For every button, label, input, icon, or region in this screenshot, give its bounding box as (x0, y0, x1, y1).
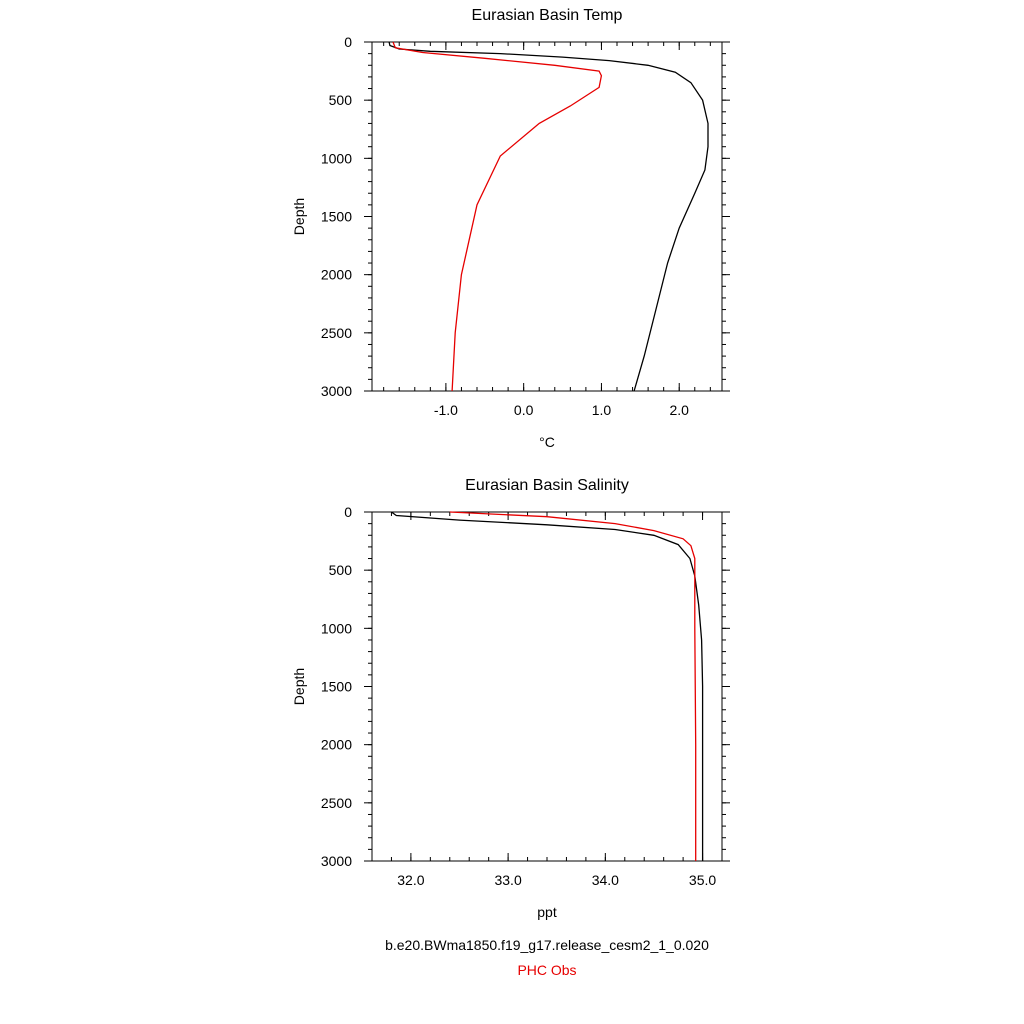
salinity-ytick-label: 500 (328, 562, 352, 579)
salinity-series-line-obs (450, 512, 696, 861)
temp-plot-frame (372, 42, 722, 391)
salinity-ytick-label: 2000 (320, 736, 352, 753)
temp-ytick-label: 1000 (320, 150, 352, 167)
temp-chart-title: Eurasian Basin Temp (471, 7, 623, 24)
salinity-xtick-label: 32.0 (397, 872, 425, 888)
salinity-panel (291, 477, 730, 920)
temp-x-axis-label: °C (539, 434, 555, 450)
salinity-ytick-label: 3000 (320, 853, 352, 869)
salinity-xtick-label: 33.0 (494, 872, 522, 888)
legend-entry-obs: PHC Obs (517, 962, 577, 978)
temp-xtick-label: -1.0 (433, 402, 458, 418)
temp-xtick-label: 1.0 (591, 402, 612, 418)
salinity-xtick-label: 35.0 (688, 872, 717, 888)
salinity-y-axis-label: Depth (291, 667, 307, 706)
temp-xtick-label: 2.0 (669, 402, 689, 418)
legend-entry-model: b.e20.BWma1850.f19_g17.release_cesm2_1_0.020 (385, 937, 709, 953)
temp-ytick-label: 3000 (320, 383, 352, 399)
temp-y-axis-label: Depth (291, 197, 307, 236)
temp-series-line-model (389, 42, 708, 391)
salinity-series-line-model (391, 512, 702, 861)
salinity-ytick-label: 1500 (320, 678, 352, 695)
temp-ytick-label: 2500 (320, 324, 352, 341)
temp-xtick-label: 0.0 (513, 402, 534, 418)
temp-ytick-label: 500 (328, 92, 352, 109)
temp-panel (291, 7, 730, 450)
salinity-chart-title: Eurasian Basin Salinity (465, 477, 629, 494)
temp-ytick-label: 2000 (320, 266, 352, 283)
salinity-xtick-label: 34.0 (591, 872, 619, 888)
temp-ytick-label: 0 (344, 34, 352, 50)
salinity-plot-frame (372, 512, 722, 861)
temp-ytick-label: 1500 (320, 208, 352, 225)
salinity-ytick-label: 2500 (320, 794, 352, 811)
salinity-x-axis-label: ppt (537, 904, 557, 920)
salinity-ytick-label: 1000 (320, 620, 352, 637)
salinity-ytick-label: 0 (344, 504, 352, 520)
temp-series-line-obs (393, 42, 601, 391)
